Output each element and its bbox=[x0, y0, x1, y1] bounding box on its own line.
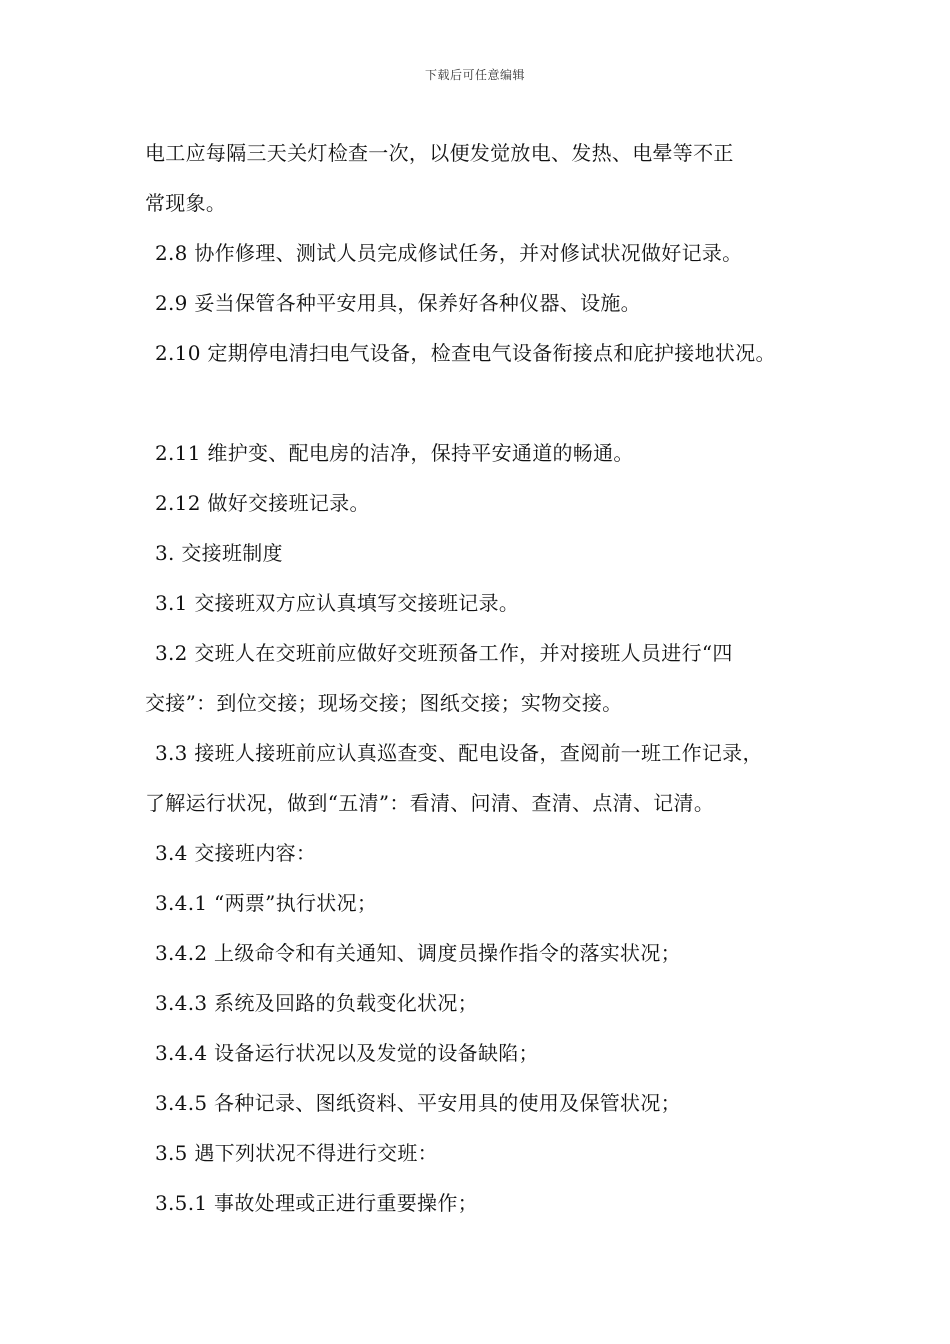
clause-3-4-1: 3.4.1 “两票”执行状况； bbox=[155, 891, 378, 915]
clause-3-3: 3.3 接班人接班前应认真巡查变、配电设备，查阅前一班工作记录， bbox=[155, 741, 763, 765]
clause-3-2: 3.2 交班人在交班前应做好交班预备工作，并对接班人员进行“四 bbox=[155, 641, 733, 665]
clause-3-4-4: 3.4.4 设备运行状况以及发觉的设备缺陷； bbox=[155, 1041, 539, 1065]
clause-2-10: 2.10 定期停电清扫电气设备，检查电气设备衔接点和庇护接地状况。 bbox=[155, 341, 776, 365]
clause-3-4-5: 3.4.5 各种记录、图纸资料、平安用具的使用及保管状况； bbox=[155, 1091, 681, 1115]
clause-3-4-3: 3.4.3 系统及回路的负载变化状况； bbox=[155, 991, 478, 1015]
clause-3-5: 3.5 遇下列状况不得进行交班： bbox=[155, 1141, 438, 1165]
clause-2-9: 2.9 妥当保管各种平安用具，保养好各种仪器、设施。 bbox=[155, 291, 641, 315]
document-body bbox=[145, 128, 845, 1228]
paragraph-line: 电工应每隔三天关灯检查一次，以便发觉放电、发热、电晕等不正 bbox=[145, 141, 734, 165]
paragraph-line: 常现象。 bbox=[145, 191, 227, 215]
clause-2-12: 2.12 做好交接班记录。 bbox=[155, 491, 370, 515]
section-heading-3: 3. 交接班制度 bbox=[155, 541, 283, 565]
clause-3-4: 3.4 交接班内容： bbox=[155, 841, 317, 865]
page-header: 下载后可任意编辑 bbox=[424, 68, 525, 82]
clause-3-4-2: 3.4.2 上级命令和有关通知、调度员操作指令的落实状况； bbox=[155, 941, 681, 965]
clause-3-1: 3.1 交接班双方应认真填写交接班记录。 bbox=[155, 591, 520, 615]
clause-3-2-continued: 交接”：到位交接；现场交接；图纸交接；实物交接。 bbox=[145, 691, 623, 715]
clause-2-11: 2.11 维护变、配电房的洁净，保持平安通道的畅通。 bbox=[155, 441, 634, 465]
clause-3-5-1: 3.5.1 事故处理或正进行重要操作； bbox=[155, 1191, 478, 1215]
clause-2-8: 2.8 协作修理、测试人员完成修试任务，并对修试状况做好记录。 bbox=[155, 241, 743, 265]
blank-line bbox=[145, 378, 845, 428]
clause-3-3-continued: 了解运行状况，做到“五清”：看清、问清、查清、点清、记清。 bbox=[145, 791, 715, 815]
